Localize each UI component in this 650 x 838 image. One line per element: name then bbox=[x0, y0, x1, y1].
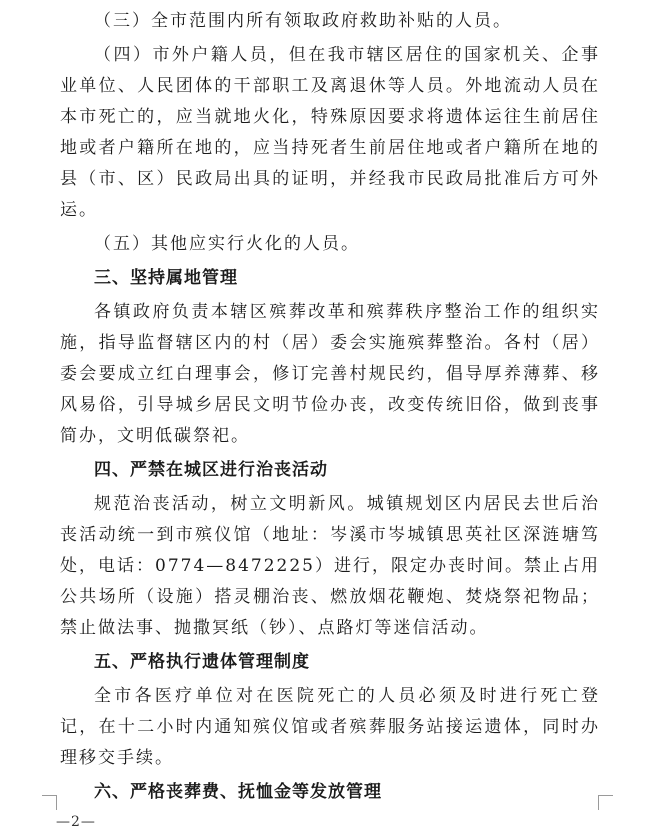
margin-corner-mark-left bbox=[42, 795, 57, 810]
section-four-heading: 四、严禁在城区进行治丧活动 bbox=[94, 460, 328, 480]
item-five-paragraph: （五）其他应实行火化的人员。 bbox=[94, 234, 360, 254]
document-body bbox=[60, 6, 600, 811]
item-four-paragraph: （四）市外户籍人员，但在我市辖区居住的国家机关、企事业单位、人民团体的干部职工及离退休等人员。外地流动人员在本市死亡的，应当就地火化，特殊原因要求将遗体运往生前居住地或者户籍所在地的，应当持死者生前居住地或者户籍所在地的县（市、区）民政局出具的证明，并经我市民政局批准后方可外运。 bbox=[60, 45, 600, 220]
page-number: —2— bbox=[56, 814, 96, 830]
section-five-heading: 五、严格执行遗体管理制度 bbox=[94, 652, 310, 672]
margin-corner-mark-right bbox=[598, 795, 613, 810]
section-five-body: 全市各医疗单位对在医院死亡的人员必须及时进行死亡登记，在十二小时内通知殡仪馆或者殡葬服务站接运遗体，同时办理移交手续。 bbox=[60, 686, 600, 768]
item-three-paragraph: （三）全市范围内所有领取政府救助补贴的人员。 bbox=[94, 11, 512, 31]
section-three-body: 各镇政府负责本辖区殡葬改革和殡葬秩序整治工作的组织实施，指导监督辖区内的村（居）委会实施殡葬整治。各村（居）委会要成立红白理事会，修订完善村规民约，倡导厚养薄葬、移风易俗，引导城乡居民文明节俭办丧，改变传统旧俗，做到丧事简办，文明低碳祭祀。 bbox=[60, 302, 600, 446]
section-three-heading: 三、坚持属地管理 bbox=[94, 268, 238, 288]
section-six-heading: 六、严格丧葬费、抚恤金等发放管理 bbox=[94, 782, 382, 802]
section-four-body: 规范治丧活动，树立文明新风。城镇规划区内居民去世后治丧活动统一到市殡仪馆（地址：岑溪市岑城镇思英社区深涟塘笃处，电话：0774—8472225）进行，限定办丧时间。禁止占用公共场所（设施）搭灵棚治丧、燃放烟花鞭炮、焚烧祭祀物品；禁止做法事、抛撒冥纸（钞）、点路灯等迷信活动。 bbox=[60, 494, 600, 638]
